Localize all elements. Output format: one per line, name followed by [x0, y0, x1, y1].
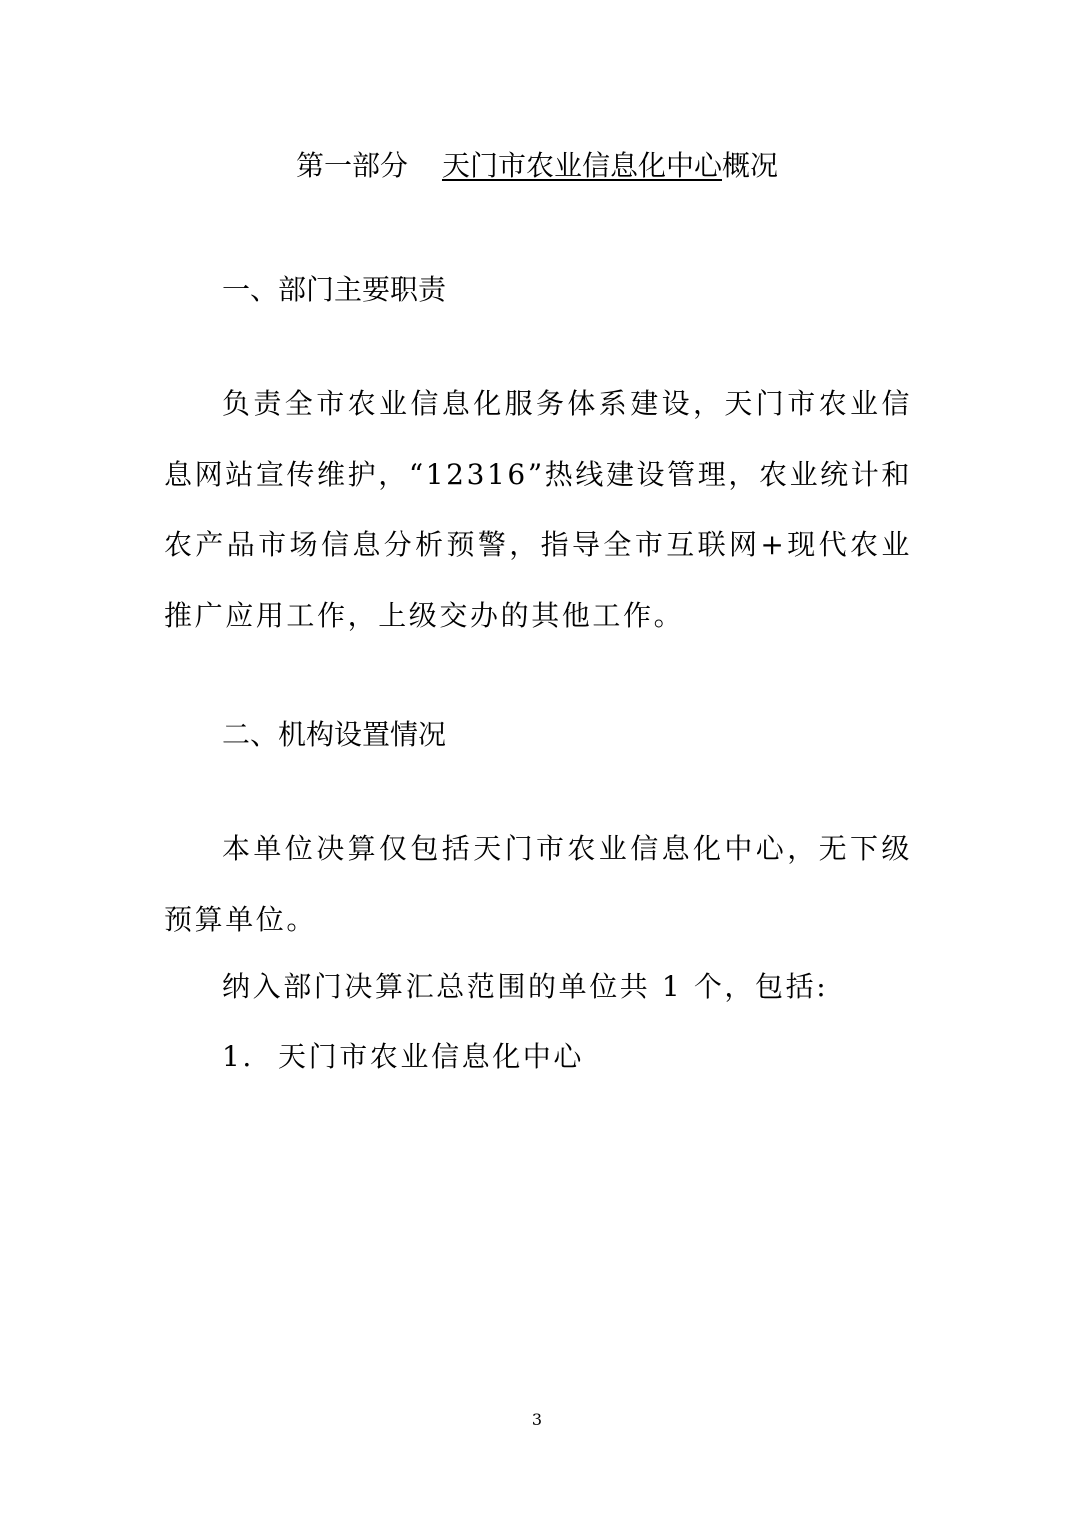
list-item-number: 1.	[222, 1040, 254, 1073]
scope-line: 纳入部门决算汇总范围的单位共 1 个，包括:	[222, 970, 829, 1003]
list-item-name: 天门市农业信息化中心	[278, 1040, 585, 1073]
list-item	[222, 1039, 584, 1075]
title-part-label: 第一部分	[295, 149, 408, 182]
section-heading-organization: 二、机构设置情况	[222, 718, 447, 751]
section-heading-duties: 一、部门主要职责	[222, 273, 447, 306]
page-number: 3	[531, 1410, 543, 1429]
title-unit-name: 天门市农业信息化中心	[441, 149, 722, 182]
page-title	[0, 148, 1074, 184]
duties-paragraph: 负责全市农业信息化服务体系建设，天门市农业信息网站宣传维护，“12316”热线建设管理，农业统计和农产品市场信息分析预警，指导全市互联网+现代农业推广应用工作，上级交办的其他工作。	[164, 387, 912, 632]
title-suffix: 概况	[722, 149, 779, 182]
organization-paragraph: 本单位决算仅包括天门市农业信息化中心，无下级预算单位。	[164, 832, 912, 936]
